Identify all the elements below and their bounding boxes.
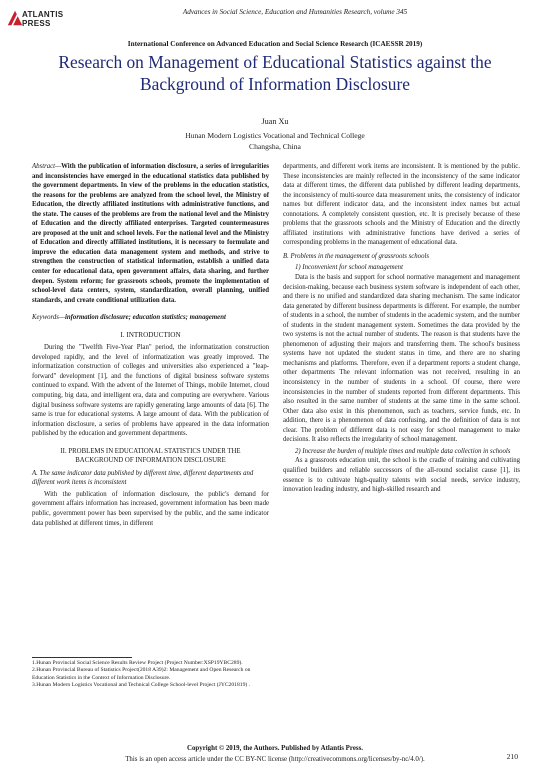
footnote: 2.Hunan Provincial Bureau of Statistics Project(2018 A39)2: Management and Open Research on Education Statistics in the Context of Information Disclosure. (32, 667, 251, 681)
footnote: 1.Hunan Provincial Social Science Results Review Project (Project Number:XSP19YBC289). (32, 660, 243, 666)
copyright-notice: Copyright © 2019, the Authors. Published by Atlantis Press. (187, 745, 363, 752)
abstract-text: With the publication of information disclosure, a series of irregularities and inconsistencies have emerged in the educational statistics data published by the government departments. In view of the problems in the education statistics, the reasons for the problems are analyzed from the school level, the Ministry of Education, the directly affiliated institutions with administrative functions, and the state. The causes of the problems are from the national level and the Ministry of Education and the directly affiliated enterprises. Targeted countermeasures are proposed at the unit and school levels. For the national level and the Ministry of Education and directly affiliated institutions, it is necessary to formulate and improve the education data management system and methods, and strive to strengthen the construction of statistical information, establish a unified data center for educational data, open government affairs, data sharing, and further deepen. System reform; for grassroots schools, promote the implementation of school-level data centers, system, standardization, overall planning, unified standards, and create conditional utilization data. (32, 163, 269, 304)
introduction-paragraph: During the "Twelfth Five-Year Plan" period, the informatization construction developed rapidly, and the level of informatization was greatly improved. The informatization construction of colleges and universities also experienced a "leap-forward" development [1], and the functions of digital business software systems continued to expand. With the advent of the Internet of Things, mobile Internet, cloud computing, big data, and intelligent era, data and computing are everywhere. Various digital business software systems are rapidly generating large amounts of data [6]. The same is true for educational systems. A large amount of data. With the publication of information disclosure, a series of problems have appeared in the data information published by the education and government departments. (32, 344, 269, 438)
subsubsection-heading-b1: 1) Inconvenient for school management (295, 264, 403, 272)
left-column (32, 162, 269, 528)
page-number: 210 (506, 752, 518, 761)
footnote-divider (32, 657, 132, 658)
affiliation-line-1: Hunan Modern Logistics Vocational and Technical College (185, 131, 365, 140)
paper-title: Research on Management of Educational Statistics against the Background of Information Disclosure (58, 52, 492, 94)
logo-line-2: PRESS (22, 19, 51, 28)
subsection-heading-b: B. Problems in the management of grassroots schools (283, 252, 430, 260)
running-head: Advances in Social Science, Education and Humanities Research, volume 345 (182, 8, 408, 16)
footnote: 3.Hunan Modern Logistics Vocational and Technical College School-level Project (JYC201819) . (32, 682, 251, 689)
continued-paragraph: departments, and different work items are inconsistent. It is mentioned by the public. These inconsistencies are mainly reflected in the inconsistency of the same indicator data at different times, the different data published by different leading departments, the inconsistency of multi-source data measurement units, the consistency of indicator names but different indicator data, and the inconsistent index names but actual connotations. A completely consistent question, etc. It is precisely because of these problems that the grassroots schools and the Ministry of Education and the directly affiliated institutions with administrative functions have derived a series of corresponding problems in the management of educational data. (283, 163, 520, 247)
author-name: Juan Xu (261, 117, 289, 126)
author-affiliation (0, 130, 550, 152)
logo-line-1: ATLANTIS (22, 10, 64, 19)
section-heading-problems: II. PROBLEMS IN EDUCATIONAL STATISTICS UNDER THE BACKGROUND OF INFORMATION DISCLOSURE (60, 447, 241, 464)
section-heading-introduction: I. INTRODUCTION (120, 330, 181, 339)
abstract (32, 162, 269, 305)
keywords (32, 313, 269, 323)
license-notice: This is an open access article under the CC BY-NC license (http://creativecommons.org/licenses/by-nc/4.0/). (125, 756, 425, 763)
subsubsection-b1-paragraph: Data is the basis and support for school normative management and management decision-making, because each business system software is independent of each other, and there is no unified and standardized data sharing mechanism. The same indicator data generated by different business departments is different. For example, the number of students in a school, the number of students in the academic system, and the number of students in the student management system. Sometimes the data provided by the two systems is not the actual number of students. The reason is that students have the phenomenon of adjusting their majors and transferring them. The school's business systems have not updated the student status in time, and there are no sharing mechanisms and platforms. Therefore, even if a department reports a student change, other departments The relevant information was not received, resulting in an inconsistency in the number of students in a school. Of course, there were inconsistencies in the number of students reported from different departments. This also resulted in the same number of students at the same time in the same school. Other data also exist in this phenomenon, such as teachers, service funds, etc. In addition, there is a phenomenon of data confusing, and the definition of data is not clear. The problem of different data is not easy for school management to make decisions. It also reflects the irregularity of school management. (283, 274, 520, 444)
right-column (283, 162, 520, 495)
abstract-lead: Abstract— (32, 163, 62, 170)
subsection-heading-a: A. The same indicator data published by different time, different departments and different work items is inconsistent (32, 469, 254, 487)
subsubsection-heading-b2: 2) Increase the burden of multiple times and multiple data collection in schools (295, 447, 511, 455)
affiliation-line-2: Changsha, China (249, 142, 301, 151)
keywords-lead: Keywords— (32, 314, 65, 322)
subsubsection-b2-paragraph: As a grassroots education unit, the school is the cradle of training and cultivating qualified builders and reliable successors of the all-round socialist cause [1], its essence is to cultivate high-quality talents with social needs, service industry, innovation leading industry, and high-skilled research and (283, 457, 520, 494)
keywords-text: information disclosure; education statistics; management (64, 314, 226, 322)
footnotes (32, 660, 252, 690)
conference-name: International Conference on Advanced Education and Social Science Research (ICAESSR 2019) (127, 40, 423, 48)
subsection-a-paragraph: With the publication of information disclosure, the public's demand for government affairs information has increased, government information has been made public, government power has been supervised by the public, and the same indicator data published at different times, in different (32, 490, 269, 527)
